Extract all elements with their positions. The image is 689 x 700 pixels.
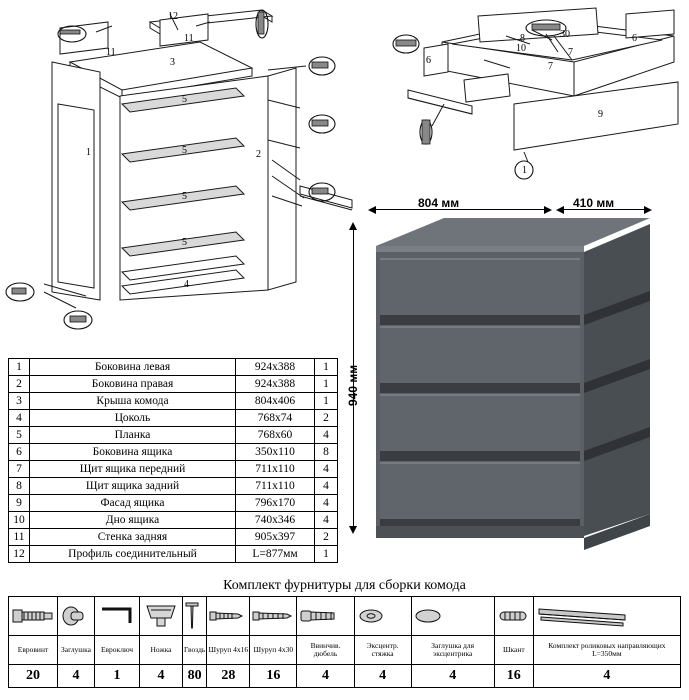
drawer-callout-10: 10 [516, 43, 526, 54]
nail-icon [183, 597, 207, 636]
chest-render [340, 196, 689, 556]
part-dim: 796х170 [236, 495, 315, 512]
part-qty: 1 [315, 393, 338, 410]
screw-long-icon [250, 597, 297, 636]
part-no: 3 [9, 393, 30, 410]
hardware-name: Ввинчив. дюбель [297, 636, 354, 665]
leg-icon [140, 597, 183, 636]
table-row [9, 478, 338, 495]
part-qty: 4 [315, 461, 338, 478]
callout-4: 4 [184, 279, 189, 290]
part-qty: 2 [315, 529, 338, 546]
table-row [9, 495, 338, 512]
hardware-qty: 4 [297, 665, 354, 688]
part-qty: 4 [315, 512, 338, 529]
allen-key-icon [95, 597, 140, 636]
hardware-name: Заглушка [58, 636, 95, 665]
dowel-pin-icon [494, 597, 533, 636]
hardware-qty: 28 [207, 665, 250, 688]
width-dim-label: 804 мм [418, 196, 460, 210]
part-dim: 804х406 [236, 393, 315, 410]
hardware-name: Шкант [494, 636, 533, 665]
hardware-icons-row [9, 597, 681, 636]
part-dim: 711х110 [236, 478, 315, 495]
part-no: 10 [9, 512, 30, 529]
hardware-title: Комплект фурнитуры для сборки комода [223, 578, 466, 593]
hardware-name: Эксцентр. стяжка [354, 636, 411, 665]
callout-5b: 5 [182, 145, 187, 156]
part-dim: 740х346 [236, 512, 315, 529]
hardware-qty-row [9, 665, 681, 688]
part-name: Фасад ящика [30, 495, 236, 512]
part-qty: 1 [315, 376, 338, 393]
hardware-name: Евроключ [95, 636, 140, 665]
screw-icon [207, 597, 250, 636]
part-name: Стенка задняя [30, 529, 236, 546]
part-dim: 924х388 [236, 359, 315, 376]
callout-3: 3 [170, 57, 175, 68]
drawer-callout-30: 30 [560, 29, 570, 40]
hardware-qty: 1 [95, 665, 140, 688]
hardware-name: Евровинт [9, 636, 58, 665]
table-row [9, 461, 338, 478]
part-no: 5 [9, 427, 30, 444]
hardware-name: Шуруп 4х30 [250, 636, 297, 665]
table-row [9, 512, 338, 529]
part-name: Дно ящика [30, 512, 236, 529]
callout-11b: 11 [184, 33, 194, 44]
parts-table [8, 358, 338, 563]
table-row [9, 376, 338, 393]
hardware-qty: 4 [58, 665, 95, 688]
drawer-callout-7a: 7 [568, 47, 573, 58]
hardware-qty: 20 [9, 665, 58, 688]
part-qty: 1 [315, 359, 338, 376]
part-name: Боковина левая [30, 359, 236, 376]
part-name: Цоколь [30, 410, 236, 427]
drawer-callout-7b: 7 [548, 61, 553, 72]
callout-5a: 5 [182, 94, 187, 105]
hardware-table [8, 596, 681, 688]
part-no: 1 [9, 359, 30, 376]
part-dim: 711х110 [236, 461, 315, 478]
part-no: 12 [9, 546, 30, 563]
part-dim: L=877мм [236, 546, 315, 563]
depth-dim-label: 410 мм [573, 196, 615, 210]
part-no: 11 [9, 529, 30, 546]
height-dim-label: 940 мм [346, 364, 360, 406]
part-no: 8 [9, 478, 30, 495]
dowel-icon [297, 597, 354, 636]
part-dim: 924х388 [236, 376, 315, 393]
part-no: 2 [9, 376, 30, 393]
part-qty: 1 [315, 546, 338, 563]
table-row [9, 444, 338, 461]
table-row [9, 393, 338, 410]
exploded-assembly-left [0, 0, 360, 348]
callout-1: 1 [86, 147, 91, 158]
part-qty: 4 [315, 478, 338, 495]
hardware-qty: 4 [533, 665, 680, 688]
part-no: 4 [9, 410, 30, 427]
hardware-qty: 16 [250, 665, 297, 688]
part-name: Щит ящика задний [30, 478, 236, 495]
table-row [9, 359, 338, 376]
part-dim: 350х110 [236, 444, 315, 461]
part-name: Профиль соединительный [30, 546, 236, 563]
part-qty: 2 [315, 410, 338, 427]
part-name: Щит ящика передний [30, 461, 236, 478]
part-name: Боковина правая [30, 376, 236, 393]
drawer-callout-6b: 6 [426, 55, 431, 66]
slide-rail-icon [533, 597, 680, 636]
part-dim: 905х397 [236, 529, 315, 546]
table-row [9, 546, 338, 563]
part-name: Крыша комода [30, 393, 236, 410]
hardware-name: Комплект роликовых направляющих L=350мм [533, 636, 680, 665]
hardware-qty: 16 [494, 665, 533, 688]
exploded-assembly-drawer [386, 0, 689, 180]
cam-cap-icon [411, 597, 494, 636]
callout-11a: 11 [106, 47, 116, 58]
hardware-name: Ножка [140, 636, 183, 665]
hardware-qty: 4 [411, 665, 494, 688]
part-qty: 4 [315, 495, 338, 512]
drawer-callout-9: 9 [598, 109, 603, 120]
part-no: 7 [9, 461, 30, 478]
cap-icon [58, 597, 95, 636]
hardware-qty: 4 [140, 665, 183, 688]
hardware-name: Заглушка для эксцентрика [411, 636, 494, 665]
hardware-qty: 80 [183, 665, 207, 688]
callout-12: 12 [168, 11, 178, 22]
euroscrew-icon [9, 597, 58, 636]
part-qty: 4 [315, 427, 338, 444]
hardware-names-row [9, 636, 681, 665]
drawer-callout-6a: 6 [632, 33, 637, 44]
hardware-name: Шуруп 4х16 [207, 636, 250, 665]
table-row [9, 529, 338, 546]
part-qty: 8 [315, 444, 338, 461]
callout-2: 2 [256, 149, 261, 160]
part-name: Боковина ящика [30, 444, 236, 461]
hardware-name: Гвоздь [183, 636, 207, 665]
part-name: Планка [30, 427, 236, 444]
callout-5d: 5 [182, 237, 187, 248]
table-row [9, 427, 338, 444]
part-dim: 768х74 [236, 410, 315, 427]
drawer-callout-8: 8 [520, 33, 525, 44]
part-no: 6 [9, 444, 30, 461]
part-dim: 768х60 [236, 427, 315, 444]
hardware-qty: 4 [354, 665, 411, 688]
callout-5c: 5 [182, 191, 187, 202]
part-no: 9 [9, 495, 30, 512]
cam-icon [354, 597, 411, 636]
table-row [9, 410, 338, 427]
drawer-callout-1: 1 [522, 165, 527, 176]
